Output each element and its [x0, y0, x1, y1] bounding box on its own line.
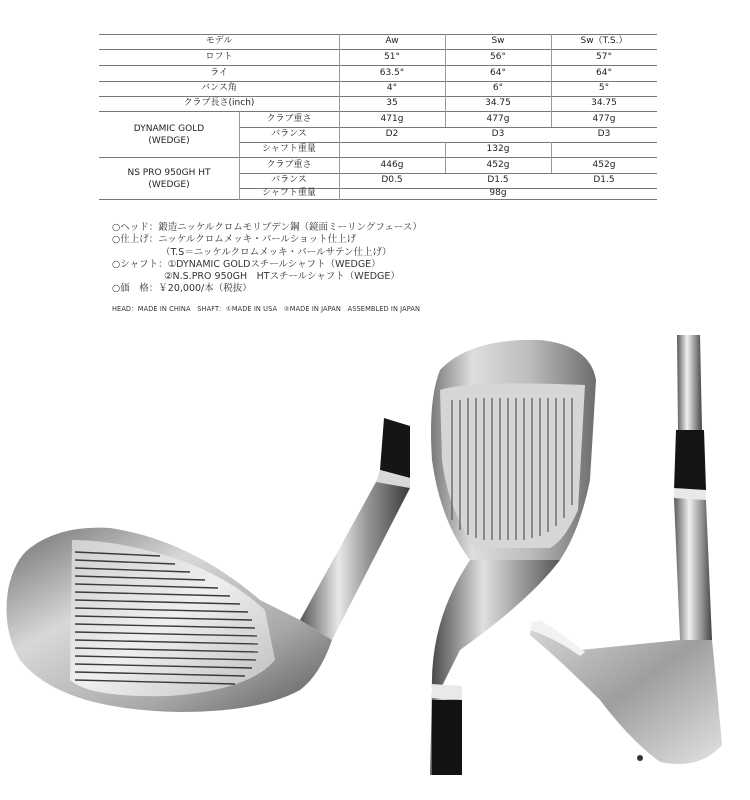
row-label-length: クラブ長さ(inch): [183, 98, 255, 108]
table-cell: 4°: [386, 83, 398, 93]
wedge-sole-icon: [528, 335, 750, 775]
shaft-name-line2: (WEDGE): [148, 179, 190, 190]
table-cell: D0.5: [381, 175, 403, 185]
model-aw: Aw: [385, 36, 399, 46]
table-cell: 5°: [598, 83, 610, 93]
header-label: モデル: [205, 36, 233, 46]
table-cell: 477g: [592, 114, 616, 124]
table-cell: D3: [491, 129, 505, 139]
table-cell: 63.5°: [379, 67, 405, 78]
table-cell: 446g: [380, 160, 404, 170]
table-cell: 98g: [489, 188, 507, 198]
note-shaft-2: ②N.S.PRO 950GH HTスチールシャフト（WEDGE）: [164, 271, 400, 283]
row-label-weight: クラブ重さ: [266, 160, 312, 170]
note-finish: ○仕上げ：ニッケルクロムメッキ・パールショット仕上げ: [112, 234, 357, 246]
table-cell: 6°: [492, 83, 504, 93]
table-cell: 57°: [596, 51, 612, 62]
table-cell: 51°: [384, 51, 400, 62]
table-cell: 64°: [596, 67, 612, 78]
model-sw-ts: Sw（T.S.）: [580, 36, 628, 46]
table-cell: 64°: [490, 67, 506, 78]
shaft-name-line1: DYNAMIC GOLD: [133, 123, 205, 134]
note-price: ○価 格：￥20,000/本（税抜）: [112, 283, 252, 295]
table-cell: D1.5: [593, 175, 615, 185]
table-cell: 34.75: [485, 98, 511, 108]
spec-notes: [112, 222, 422, 296]
table-cell: 34.75: [591, 98, 617, 108]
row-label-loft: ロフト: [205, 51, 233, 62]
spec-table: [99, 34, 657, 199]
row-label-balance: バランス: [271, 129, 307, 139]
table-cell: 132g: [486, 144, 510, 154]
row-label-balance: バランス: [271, 175, 307, 185]
table-cell: 471g: [380, 114, 404, 124]
model-sw: Sw: [491, 36, 505, 46]
row-label-lie: ライ: [210, 67, 228, 78]
row-label-bounce: バンス角: [201, 83, 237, 93]
table-rule: [99, 199, 657, 200]
shaft-group-name: [99, 112, 239, 157]
note-shaft: ○シャフト：①DYNAMIC GOLDスチールシャフト（WEDGE）: [112, 258, 381, 270]
origin-line: HEAD：MADE IN CHINA SHAFT：①MADE IN USA ②MADE IN JAPAN ASSEMBLED IN JAPAN: [112, 305, 421, 313]
row-label-weight: クラブ重さ: [266, 114, 312, 124]
shaft-group-name: [99, 158, 239, 199]
table-cell: D3: [597, 129, 611, 139]
row-label-shaft-weight: シャフト重量: [262, 188, 316, 198]
shaft-name-line2: (WEDGE): [148, 135, 190, 146]
table-cell: D2: [385, 129, 399, 139]
table-cell: 56°: [490, 51, 506, 62]
table-cell: 452g: [592, 160, 616, 170]
wedge-face-icon: [0, 415, 410, 715]
shaft-name-line1: NS PRO 950GH HT: [127, 167, 211, 178]
table-cell: 477g: [486, 114, 510, 124]
row-label-shaft-weight: シャフト重量: [262, 144, 316, 154]
table-cell: D1.5: [487, 175, 509, 185]
note-finish-ts: （T.S＝ニッケルクロムメッキ・パールサテン仕上げ）: [161, 246, 392, 258]
table-cell: 452g: [486, 160, 510, 170]
table-cell: 35: [386, 98, 398, 108]
note-head: ○ヘッド：鍛造ニッケルクロムモリブデン鋼（鏡面ミーリングフェース）: [112, 222, 422, 233]
